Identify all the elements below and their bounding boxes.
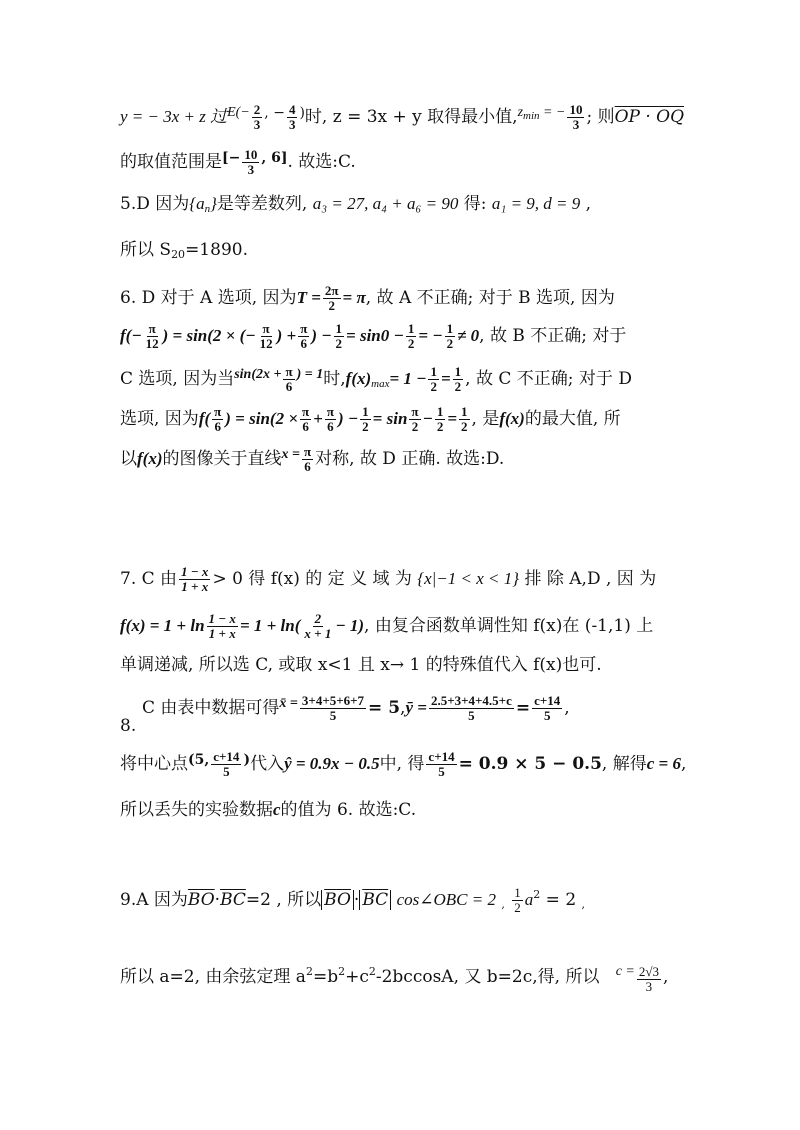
fraction [453,365,464,394]
solution-9-line-1 [120,885,585,915]
denominator: 2 [362,419,369,434]
numerator: 2√3 [638,964,659,979]
question-number: 8. [120,716,137,736]
fraction [207,612,238,641]
text: ) − [311,326,332,345]
solution-4-line-2 [120,148,356,177]
solution-7-line-3 [120,655,602,675]
subscript: max [371,378,390,390]
fraction [428,365,439,394]
solution-5-line-2 [120,240,248,265]
text: -2bccosA, 又 b=2c,得, 所以 [375,967,600,987]
denominator: 3 [572,117,580,132]
denominator: 2 [335,336,343,351]
text: , 故 B 不正确; 对于 [479,326,627,346]
solution-4-line-1 [120,103,684,132]
text: , [501,898,505,911]
solution-8-number [120,716,136,736]
equation: cos∠OBC = 2 [396,890,496,909]
subscript: min [523,110,540,122]
numerator: π [303,444,312,459]
denominator: 6 [300,336,307,351]
text: 时, z = 3x + y 取得最小值, [304,107,518,127]
vector-bo: $\overline{BO}$ [187,890,215,910]
fraction [287,103,298,132]
text: = 1 + ln( [239,616,301,635]
text: z [517,105,524,120]
text: E(− [227,105,250,120]
text: ) = 1 [296,367,324,382]
text: 对称, 故 D 正确. 故选:D. [315,449,505,469]
solution-7-line-1 [120,565,656,594]
numerator: 3+4+5+6+7 [301,693,365,708]
numerator: π [300,321,308,336]
denominator: x + 1 [304,626,332,641]
solution-8-line-3 [120,800,416,820]
denominator: 6 [214,419,221,434]
fraction [300,405,311,434]
text: = 2 [540,890,577,910]
text: = sin [372,409,408,428]
fraction [302,612,333,641]
text: ) [243,752,251,768]
text: = 5 [368,698,401,718]
text: , 6] [261,150,288,166]
denominator: 2 [454,379,462,394]
text: , [663,967,669,987]
text: 以 [120,449,137,469]
text: = [447,409,458,428]
numerator: 1 [430,364,437,379]
text: ) + [276,326,297,345]
numerator: 10 [569,102,583,117]
text: · [353,890,360,910]
text: 5.D 因为 [120,194,190,214]
solution-6-line-3 [120,365,632,394]
numerator: 1 [407,321,415,336]
denominator: 6 [304,459,311,474]
numerator: π [411,404,419,419]
denominator: 12 [145,336,159,351]
text: c [273,800,281,819]
numerator: 4 [288,102,296,117]
text: = 0.9 × 5 − 0.5 [458,754,602,774]
text: x̄ = [279,696,298,711]
text: ; 则 [586,107,615,127]
text: , − [264,105,285,121]
text: 单调递减, 所以选 C, 或取 x<1 且 x→ 1 的特殊值代入 f(x)也可. [120,655,602,675]
text: 所以 S [120,240,172,260]
solution-5-line-1 [120,194,591,219]
text: 6. D 对于 A 选项, 因为 [120,288,297,308]
fraction [426,750,456,779]
text: T = [296,288,321,307]
text: C 选项, 因为当 [120,369,235,389]
text: =2 , 所以 [245,890,322,910]
text: 所以丢失的实验数据 [120,800,273,820]
numerator: 2.5+3+4+4.5+c [430,693,512,708]
text: ) [299,105,305,121]
text: 所以 a=2, 由余弦定理 a [120,967,306,987]
subscript: 20 [171,248,186,261]
equation: a₁ = 9, d = 9 [491,194,581,213]
fraction [323,284,341,313]
text: , [585,194,592,214]
denominator: 12 [259,336,273,351]
denominator: 2 [446,336,454,351]
text: , 是 [471,409,500,429]
fraction [212,405,223,434]
numerator: 1 [461,404,468,419]
numerator: 2π [324,283,339,298]
fraction [179,565,210,594]
solution-7-line-2 [120,612,653,641]
set-notation: {x|−1 < x < 1} [417,569,520,588]
equation: a₃ = 27, a₄ + a₆ = 90 [312,194,459,213]
solution-8-line-2 [120,750,686,779]
text: c = 6 [646,754,681,773]
text: = [440,369,451,388]
denominator: 2 [328,298,335,313]
text: , 解得 [601,754,647,774]
numerator: π [285,364,293,379]
numerator: 2 [253,102,261,117]
text: + [313,409,323,428]
denominator: 2 [436,419,444,434]
numerator: c+14 [428,749,455,764]
subscript: n [204,203,211,215]
denominator: 2 [411,419,419,434]
fraction [406,322,417,351]
text: C 由表中数据可得 [142,698,280,718]
fraction [242,148,259,177]
text: x = [281,447,300,462]
fraction [211,750,241,779]
numerator: 1 [454,364,462,379]
text: ȳ = [405,698,427,717]
text: , [680,754,687,774]
text: 代入 [250,754,285,774]
z-min [518,103,566,126]
denominator: 3 [253,117,261,132]
vector-bc: $\overline{BC}$ [220,890,246,910]
vector-bo-magnitude: $\overline{BO}$ [321,890,354,910]
numerator: π [214,404,222,419]
denominator: 2 [514,900,521,915]
numerator: 1 − x [208,611,236,626]
fraction [283,365,294,394]
denominator: 3 [645,979,653,994]
text: = − [539,105,566,120]
fraction [302,445,313,474]
text: =b [312,967,339,987]
denominator: 1 + x [208,626,236,641]
text: − [422,409,433,428]
numerator: 1 [436,404,444,419]
text: ) = sin(2 × [225,409,299,428]
text: ŷ = 0.9x − 0.5 [284,754,380,773]
fraction [300,694,366,723]
text: 9.A 因为 [120,890,188,910]
text: , [581,898,586,911]
text: 7. C 由 [120,569,178,589]
text: = [515,698,531,718]
text: {a [189,194,205,213]
text: ≠ 0 [457,326,480,345]
denominator: 5 [223,764,230,779]
fraction [637,965,661,994]
text: 是等差数列, [216,194,308,214]
denominator: 2 [407,336,415,351]
superscript: 2 [533,888,541,901]
text: = π [342,288,366,307]
text: . 故选:C. [287,152,356,172]
text: f(x) = 1 + ln [120,616,205,635]
numerator: c+14 [534,693,561,708]
text: , 由复合函数单调性知 f(x)在 (-1,1) 上 [364,616,654,636]
text: , 故 C 不正确; 对于 D [465,369,632,389]
text: f(x) [345,369,372,388]
text: 的图像关于直线 [162,449,282,469]
text: ) = sin(2 × (− [162,326,256,345]
sequence [189,194,217,213]
solution-6-line-2 [120,322,626,351]
text: f(x) [499,409,525,428]
text: = sin0 − [346,326,404,345]
text: ) − [337,409,359,428]
text: = − [418,326,443,345]
text: } [210,194,217,213]
text: +c [345,967,369,987]
solution-9-line-2 [120,962,668,994]
fraction [144,322,161,351]
text: sin(2x + [234,367,282,382]
fraction [532,694,562,723]
text: , [400,698,406,718]
numerator: 1 [446,321,454,336]
vector-dot-product: OP · OQ [614,107,685,127]
solution-6-line-1 [120,284,615,313]
text: a [524,890,534,909]
text: , 故 A 不正确; 对于 B 选项, 因为 [365,288,615,308]
text: 的值为 6. 故选:C. [280,800,417,820]
numerator: 1 [335,321,343,336]
denominator: 5 [468,708,475,723]
fraction [435,405,446,434]
text: (5, [188,752,210,768]
fraction [298,322,309,351]
denominator: 5 [438,764,445,779]
text: f( [198,409,211,428]
numerator: 1 − x [181,564,209,579]
text: 选项, 因为 [120,409,199,429]
numerator: 10 [244,147,258,162]
text: · [214,890,221,910]
text: 的最大值, 所 [524,409,621,429]
text: = 1 − [389,369,427,388]
denominator: 6 [302,419,309,434]
text: , [564,698,570,718]
denominator: 3 [247,162,255,177]
numerator: π [302,404,310,419]
solution-8-line-1 [142,694,570,723]
fraction [567,103,584,132]
denominator: 5 [329,708,337,723]
fraction [325,405,336,434]
denominator: 6 [285,379,293,394]
numerator: π [326,404,334,419]
fraction [429,694,514,723]
text: =1890. [185,240,248,260]
numerator: 1 [514,885,521,900]
superscript: 2 [368,965,376,978]
text: c = [615,964,635,979]
solution-6-line-4 [120,405,621,434]
text: 得: [463,194,487,214]
denominator: 2 [461,419,468,434]
fraction [459,405,470,434]
denominator: 2 [430,379,437,394]
numerator: c+14 [213,749,240,764]
superscript: 2 [338,965,346,978]
text: 将中心点 [120,754,188,774]
fraction [409,405,420,434]
denominator: 3 [288,117,296,132]
fraction [512,886,523,915]
text: 中, 得 [379,754,425,774]
numerator: 2 [314,611,322,626]
numerator: 1 [362,404,369,419]
text: > 0 得 f(x) 的 定 义 域 为 [212,569,412,589]
solution-6-line-5 [120,445,504,474]
text: 时, [323,369,346,389]
fraction [252,103,263,132]
denominator: 6 [327,419,334,434]
text: [− [222,150,241,166]
denominator: 1 + x [181,579,209,594]
fraction [445,322,456,351]
superscript: 2 [305,965,313,978]
text: − 1) [335,616,365,635]
vector-bc-magnitude: $\overline{BC}$ [359,890,391,910]
fraction [360,405,371,434]
fraction [334,322,345,351]
text: 的取值范围是 [120,152,222,172]
denominator: 5 [543,708,551,723]
numerator: π [148,321,156,336]
text: y = − 3x + z 过 [120,107,228,126]
text: 排 除 A,D , 因 为 [524,569,657,589]
numerator: π [262,321,270,336]
fraction [258,322,275,351]
text: f(− [120,326,142,345]
text: f(x) [137,449,163,468]
